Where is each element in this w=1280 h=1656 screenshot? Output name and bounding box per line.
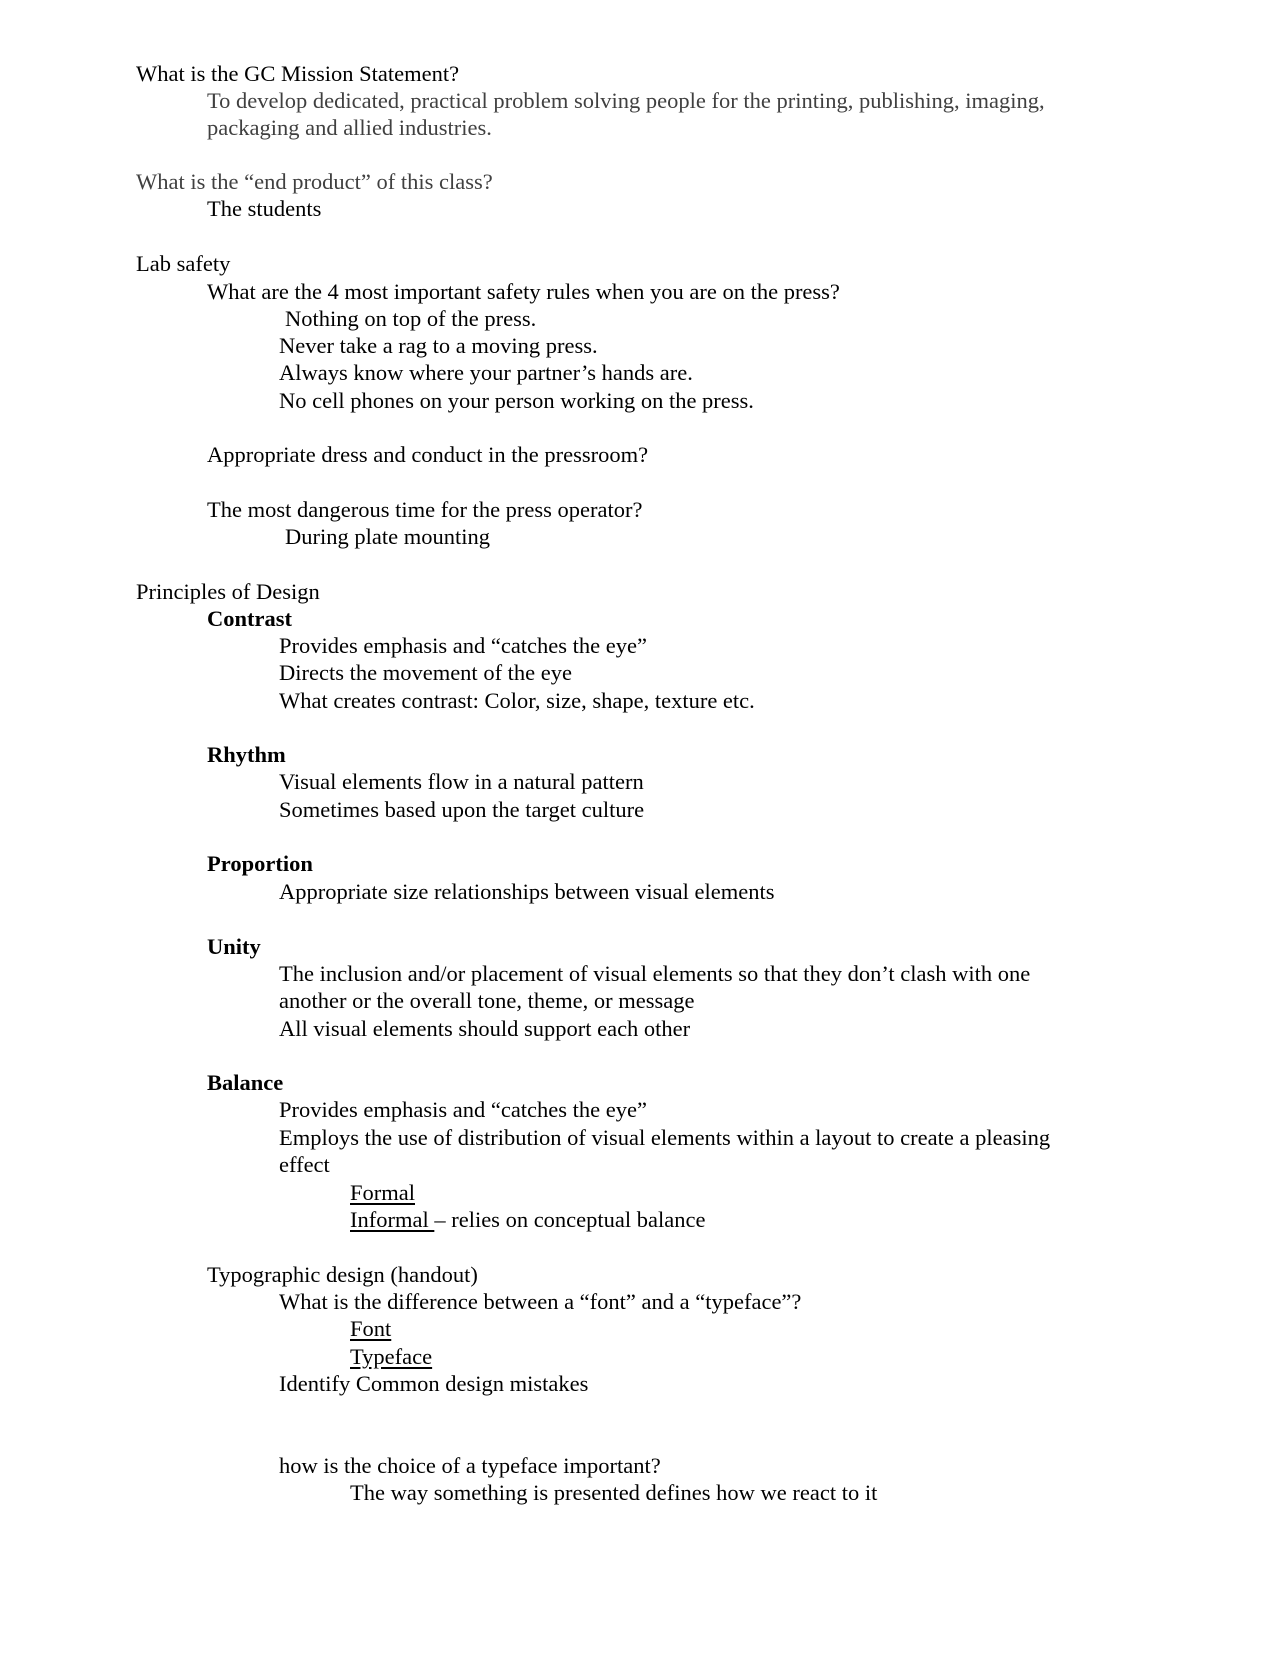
- item-label: how is the choice of a typeface important?: [279, 1453, 661, 1478]
- item-text: [279, 878, 774, 906]
- item-label: What is the “end product” of this class?: [136, 169, 493, 194]
- item-label: Never take a rag to a moving press.: [279, 333, 598, 358]
- item-label: Lab safety: [136, 251, 231, 276]
- item-text: [279, 632, 647, 660]
- item-text: [279, 960, 1030, 988]
- item-text: [279, 1096, 647, 1124]
- item-label: Always know where your partner’s hands are.: [279, 360, 693, 385]
- item-text: [207, 114, 492, 142]
- item-label: Identify Common design mistakes: [279, 1371, 589, 1396]
- item-text: [207, 496, 643, 524]
- item-text: [279, 1151, 330, 1179]
- item-label: Nothing on top of the press.: [285, 306, 537, 331]
- item-label: What creates contrast: Color, size, shape, texture etc.: [279, 688, 755, 713]
- section-heading: Balance: [207, 1070, 284, 1095]
- item-text: [279, 687, 755, 715]
- item-text: [207, 850, 313, 878]
- item-text: [285, 305, 536, 333]
- item-label: Appropriate size relationships between visual elements: [279, 879, 775, 904]
- item-label: Directs the movement of the eye: [279, 660, 573, 685]
- item-text: [279, 659, 572, 687]
- item-label: The students: [207, 196, 322, 221]
- item-label: Appropriate dress and conduct in the pressroom?: [207, 442, 649, 467]
- item-text: [207, 1261, 478, 1289]
- item-label: No cell phones on your person working on the press.: [279, 388, 754, 413]
- item-label: Sometimes based upon the target culture: [279, 797, 645, 822]
- item-label: Visual elements flow in a natural pattern: [279, 769, 644, 794]
- underlined-term: Typeface: [350, 1344, 433, 1369]
- item-text: [207, 87, 1045, 115]
- section-heading: Rhythm: [207, 742, 286, 767]
- item-text: [350, 1479, 877, 1507]
- item-label: Employs the use of distribution of visual elements within a layout to create a pleasing: [279, 1125, 1051, 1150]
- item-text: [207, 1069, 283, 1097]
- item-label: packaging and allied industries.: [207, 115, 492, 140]
- item-label: Provides emphasis and “catches the eye”: [279, 633, 647, 658]
- item-text: [136, 578, 320, 606]
- item-text: [350, 1315, 391, 1343]
- section-heading: Contrast: [207, 606, 292, 631]
- item-text: [279, 768, 644, 796]
- item-definition: – relies on conceptual balance: [434, 1207, 706, 1232]
- item-label: another or the overall tone, theme, or message: [279, 988, 695, 1013]
- item-text: [136, 168, 493, 196]
- item-text: [207, 278, 840, 306]
- item-text: [350, 1343, 432, 1371]
- item-text: [136, 60, 459, 88]
- item-text: [279, 359, 693, 387]
- item-label: What is the difference between a “font” and a “typeface”?: [279, 1289, 802, 1314]
- item-text: [350, 1179, 415, 1207]
- item-text: [279, 1288, 801, 1316]
- item-label: What are the 4 most important safety rules when you are on the press?: [207, 279, 840, 304]
- item-text: [279, 1015, 690, 1043]
- item-text: [279, 332, 598, 360]
- item-text: [279, 1370, 588, 1398]
- item-label: All visual elements should support each other: [279, 1016, 691, 1041]
- underlined-term: Formal: [350, 1180, 415, 1205]
- underlined-term: Informal: [350, 1207, 435, 1232]
- item-label: Typographic design (handout): [207, 1262, 478, 1287]
- item-label: The inclusion and/or placement of visual elements so that they don’t clash with one: [279, 961, 1031, 986]
- section-heading: Proportion: [207, 851, 313, 876]
- item-label: The most dangerous time for the press operator?: [207, 497, 643, 522]
- item-label: Provides emphasis and “catches the eye”: [279, 1097, 647, 1122]
- item-text: [350, 1206, 705, 1234]
- item-text: [279, 387, 754, 415]
- item-label: The way something is presented defines how we react to it: [350, 1480, 878, 1505]
- item-text: [279, 1124, 1050, 1152]
- item-text: [207, 195, 321, 223]
- item-text: [207, 605, 292, 633]
- item-label: During plate mounting: [285, 524, 490, 549]
- item-text: [136, 250, 230, 278]
- item-text: [207, 441, 648, 469]
- item-label: To develop dedicated, practical problem solving people for the printing, publishing, imaging,: [207, 88, 1045, 113]
- item-text: [279, 987, 694, 1015]
- item-label: Principles of Design: [136, 579, 320, 604]
- item-text: [207, 741, 286, 769]
- section-heading: Unity: [207, 934, 261, 959]
- underlined-term: Font: [350, 1316, 392, 1341]
- item-label: What is the GC Mission Statement?: [136, 61, 460, 86]
- item-text: [207, 933, 261, 961]
- item-label: effect: [279, 1152, 330, 1177]
- item-text: [285, 523, 490, 551]
- item-text: [279, 1452, 661, 1480]
- item-text: [279, 796, 644, 824]
